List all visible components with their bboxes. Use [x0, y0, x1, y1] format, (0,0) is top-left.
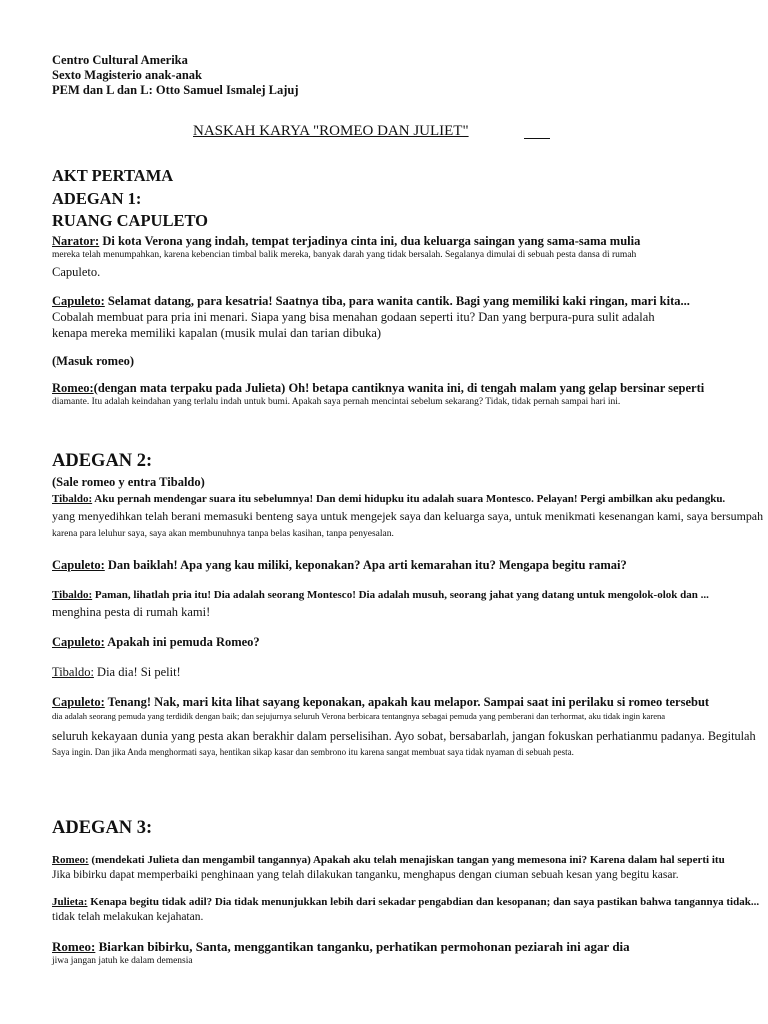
- speaker-julieta: Julieta:: [52, 896, 88, 908]
- narrator-line-2: mereka telah menumpahkan, karena kebencian timbal balik mereka, banyak darah yang tidak bersalah. Segalanya dimulai di sebuah pesta dansa di rumah: [52, 250, 637, 260]
- capuleto-line-2: Cobalah membuat para pria ini menari. Siapa yang bisa menahan godaan seperti itu? Dan yang berpura-pura sulit adalah: [52, 310, 655, 324]
- narrator-line-3: Capuleto.: [52, 265, 101, 279]
- romeo3-line-2: Jika bibirku dapat memperbaiki penghinaan yang telah dilakukan tanganku, menghapus dengan ciuman sebuah kesan yang begitu kasar.: [52, 869, 679, 881]
- scene2-heading: ADEGAN 2:: [52, 451, 153, 471]
- capuleto4-line-3: seluruh kekayaan dunia yang pesta akan berakhir dalam perselisihan. Ayo sobat, bersabarlah, jangan fokuskan perhatianmu padanya. Begitulah: [52, 729, 756, 743]
- capuleto-line: Capuleto: Selamat datang, para kesatria! Saatnya tiba, para wanita cantik. Bagi yang memiliki kaki ringan, mari kita...: [52, 294, 690, 308]
- julieta-line: Julieta: Kenapa begitu tidak adil? Dia tidak menunjukkan lebih dari sekadar pengabdian dan kesopanan; dan saya pastikan bahwa tangannya tidak...: [52, 896, 760, 908]
- romeo4-line: Romeo: Biarkan bibirku, Santa, menggantikan tanganku, perhatikan permohonan peziarah ini agar dia: [52, 939, 630, 954]
- header-school: Centro Cultural Amerika: [52, 53, 188, 67]
- tibaldo2-line-2: menghina pesta di rumah kami!: [52, 605, 211, 619]
- speaker-capuleto: Capuleto:: [52, 635, 105, 649]
- title-underline-tail: [524, 138, 550, 139]
- tibaldo-line-3: karena para leluhur saya, saya akan membunuhnya tanpa belas kasihan, tanpa penyesalan.: [52, 529, 394, 539]
- document-title: NASKAH KARYA "ROMEO DAN JULIET": [193, 123, 469, 139]
- tibaldo3-line: Tibaldo: Dia dia! Si pelit!: [52, 665, 181, 679]
- scene3-heading: ADEGAN 3:: [52, 818, 153, 838]
- speaker-tibaldo: Tibaldo:: [52, 589, 93, 601]
- stage-direction-tibaldo: (Sale romeo y entra Tibaldo): [52, 475, 205, 489]
- capuleto4-line: Capuleto: Tenang! Nak, mari kita lihat sayang keponakan, apakah kau melapor. Sampai saat ini perilaku si romeo tersebut: [52, 695, 710, 709]
- header-teacher: PEM dan L dan L: Otto Samuel Ismalej Lajuj: [52, 83, 299, 97]
- narrator-line: Narator: Di kota Verona yang indah, tempat terjadinya cinta ini, dua keluarga saingan yang sama-sama mulia: [52, 234, 641, 248]
- tibaldo-line-2: yang menyedihkan telah berani memasuki benteng saya untuk mengejek saya dan keluarga saya, untuk menikmati kesenangan kami, saya bersumpah: [52, 509, 764, 523]
- capuleto4-line-4: Saya ingin. Dan jika Anda menghormati saya, hentikan sikap kasar dan sembrono itu karena sangat membuat saya tidak nyaman di sebuah pesta.: [52, 747, 574, 757]
- romeo-line: Romeo:(dengan mata terpaku pada Julieta) Oh! betapa cantiknya wanita ini, di tengah malam yang gelap bersinar seperti: [52, 381, 705, 395]
- speaker-tibaldo: Tibaldo:: [52, 665, 94, 679]
- speaker-capuleto: Capuleto:: [52, 695, 105, 709]
- romeo4-line-2: jiwa jangan jatuh ke dalam demensia: [52, 956, 193, 966]
- capuleto3-line: Capuleto: Apakah ini pemuda Romeo?: [52, 635, 260, 649]
- act-heading: AKT PERTAMA: [52, 166, 174, 185]
- romeo3-line: Romeo: (mendekati Julieta dan mengambil tangannya) Apakah aku telah menajiskan tangan yang memesona ini? Karena dalam hal seperti itu: [52, 854, 725, 866]
- header-class: Sexto Magisterio anak-anak: [52, 68, 202, 82]
- tibaldo2-line: Tibaldo: Paman, lihatlah pria itu! Dia adalah seorang Montesco! Dia adalah musuh, seorang jahat yang datang untuk mengolok-olok dan ...: [52, 589, 709, 601]
- stage-direction-enter-romeo: (Masuk romeo): [52, 354, 135, 368]
- speaker-romeo: Romeo:: [52, 381, 94, 395]
- scene1-place: RUANG CAPULETO: [52, 211, 209, 230]
- julieta-line-2: tidak telah melakukan kejahatan.: [52, 911, 204, 923]
- speaker-narrator: Narator:: [52, 234, 100, 248]
- capuleto-line-3: kenapa mereka memiliki kapalan (musik mulai dan tarian dibuka): [52, 326, 382, 340]
- tibaldo-line: Tibaldo: Aku pernah mendengar suara itu sebelumnya! Dan demi hidupku itu adalah suara Montesco. Pelayan! Pergi ambilkan aku pedangku.: [52, 493, 726, 505]
- speaker-capuleto: Capuleto:: [52, 294, 105, 308]
- speaker-capuleto: Capuleto:: [52, 558, 105, 572]
- speaker-romeo: Romeo:: [52, 854, 89, 866]
- speaker-tibaldo: Tibaldo:: [52, 493, 93, 505]
- romeo-line-2: diamante. Itu adalah keindahan yang terlalu indah untuk bumi. Apakah saya pernah mencintai sebelum sekarang? Tidak, tidak pernah sampai hari ini.: [52, 397, 621, 407]
- scene1-heading: ADEGAN 1:: [52, 189, 142, 208]
- capuleto4-line-2: dia adalah seorang pemuda yang terdidik dengan baik; dan sejujurnya seluruh Verona berbicara tentangnya sebagai pemuda yang pemberani dan terhormat, aku tidak ingin karena: [52, 711, 666, 721]
- speaker-romeo: Romeo:: [52, 939, 96, 954]
- capuleto2-line: Capuleto: Dan baiklah! Apa yang kau miliki, keponakan? Apa arti kemarahan itu? Mengapa begitu ramai?: [52, 558, 627, 572]
